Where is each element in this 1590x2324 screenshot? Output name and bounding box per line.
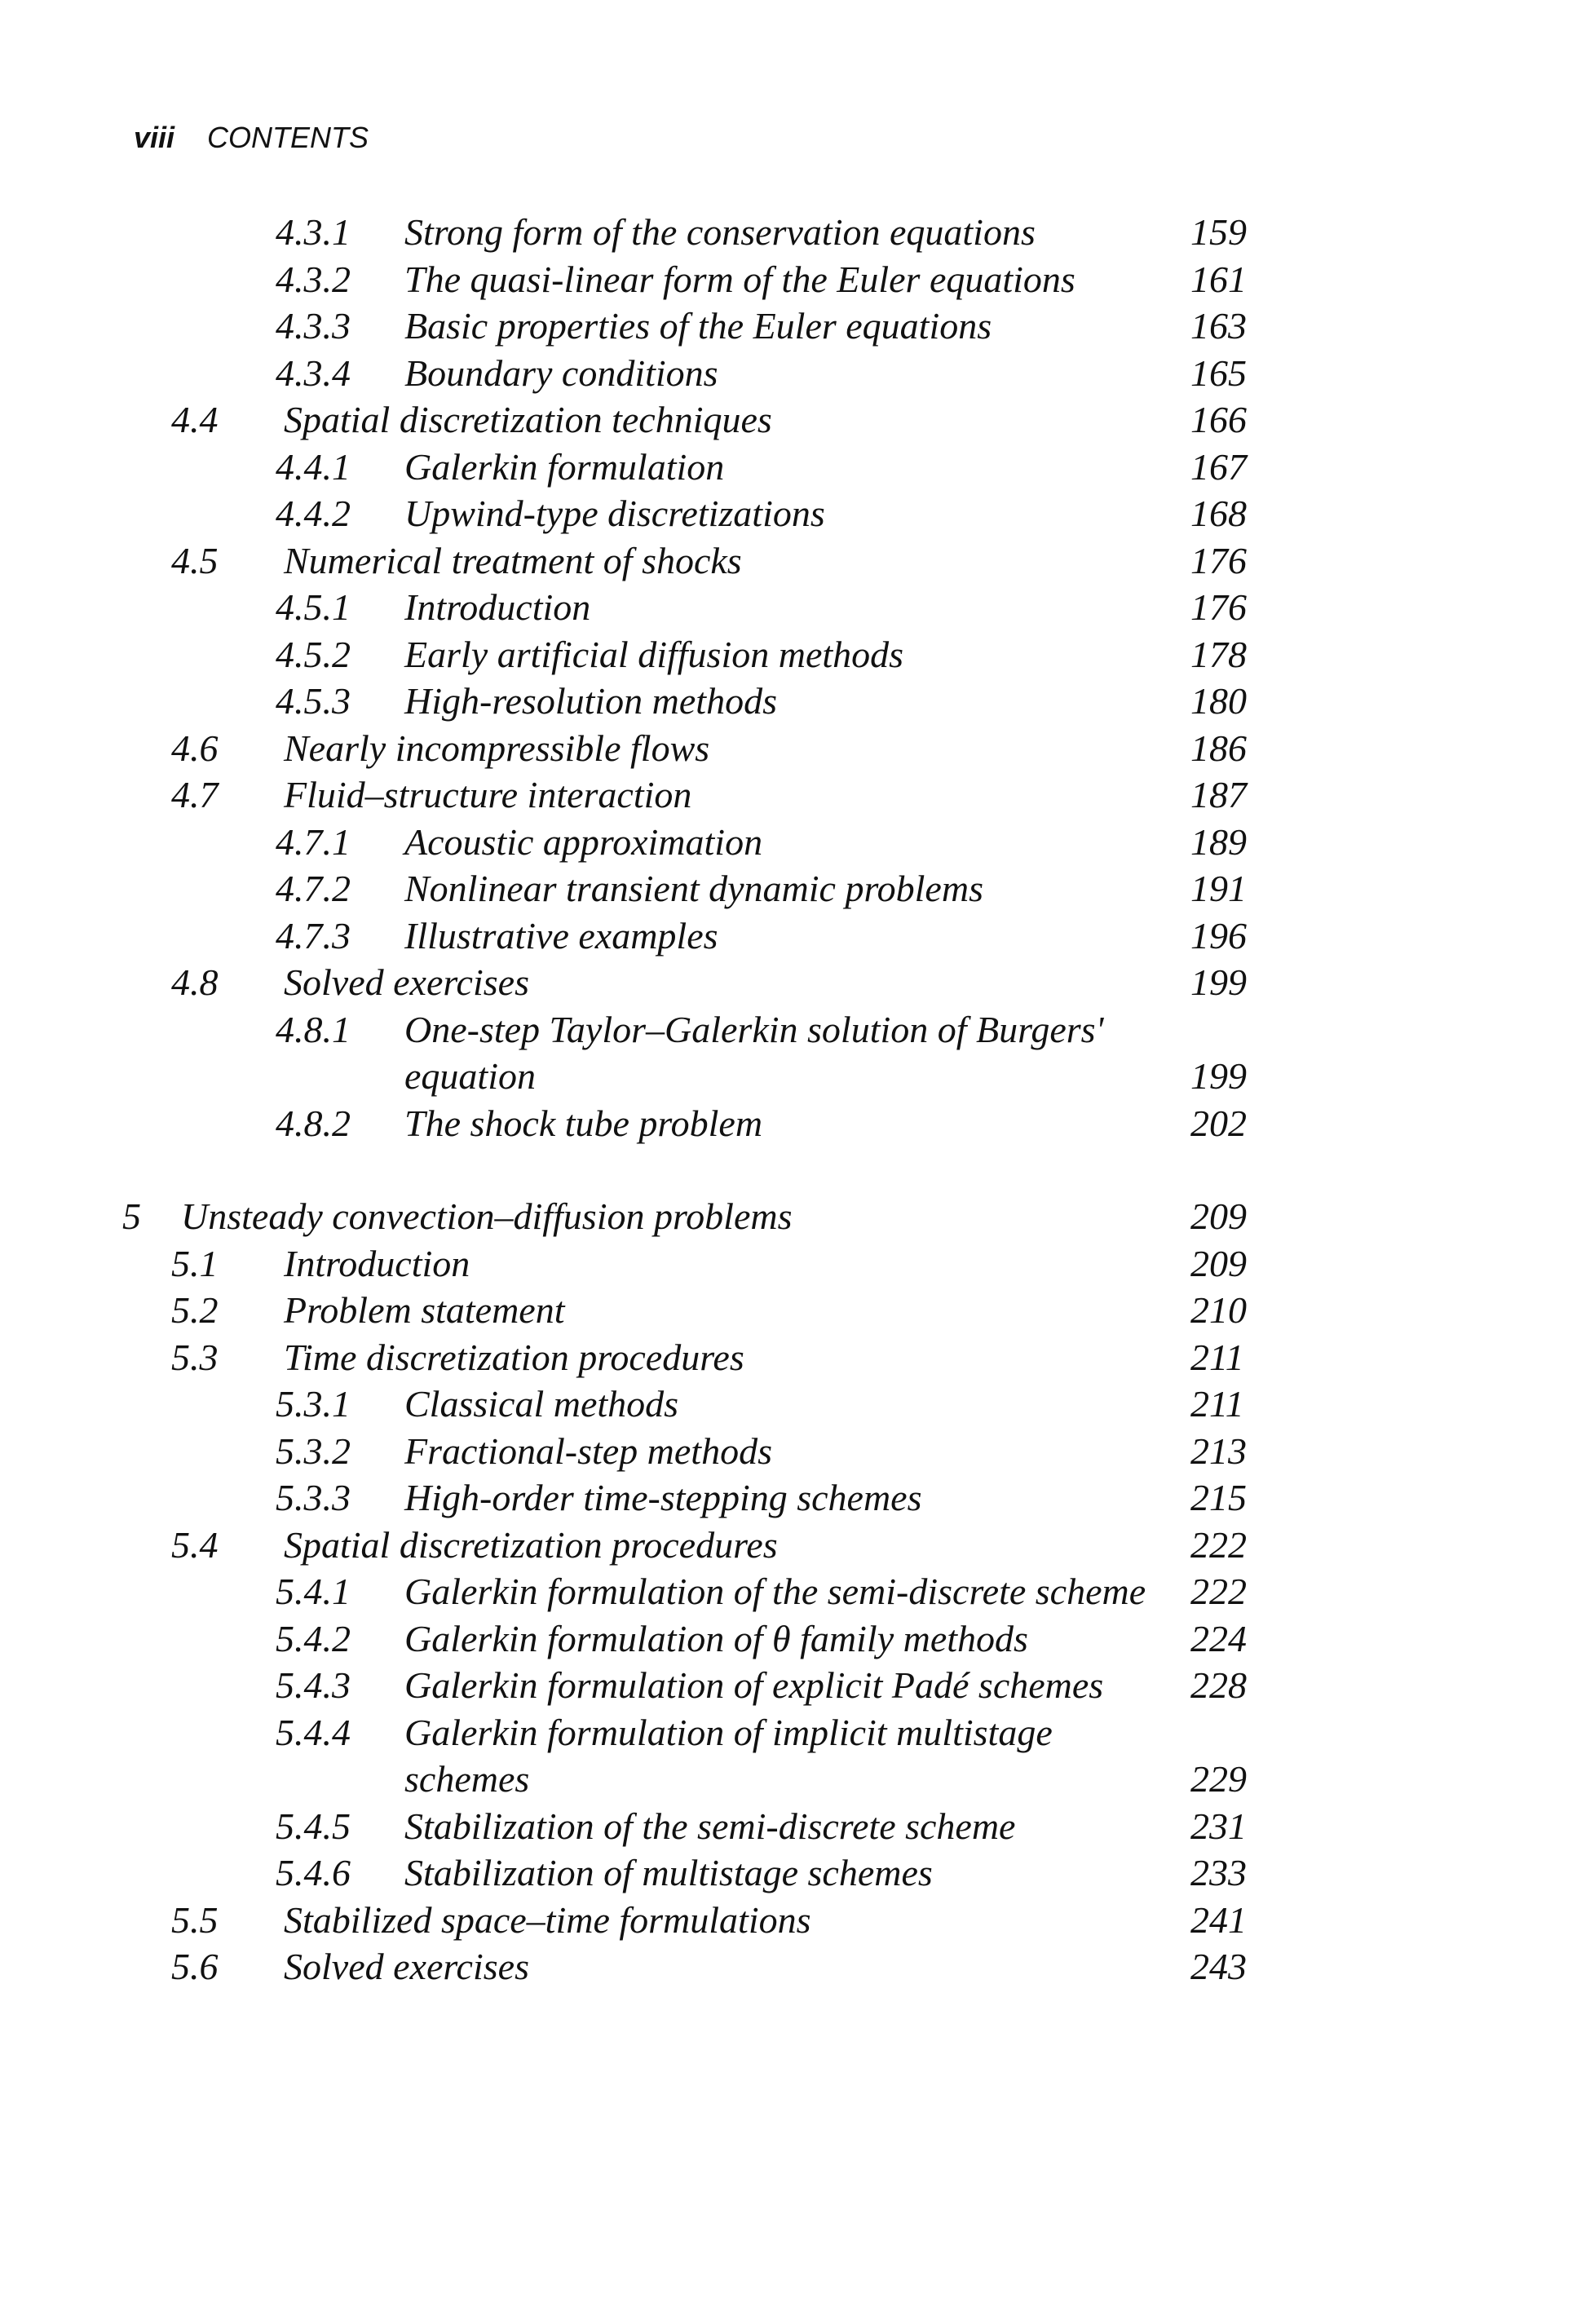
toc-subsection-entry[interactable] (0, 865, 1590, 912)
toc-entry-number: 4.7.2 (276, 868, 351, 909)
toc-section-entry[interactable] (0, 537, 1590, 585)
toc-subsection-entry[interactable] (0, 584, 1590, 631)
toc-entry-title: Galerkin formulation (404, 445, 725, 488)
toc-subsection-entry[interactable] (0, 1474, 1590, 1522)
toc-entry-title: Acoustic approximation (404, 820, 763, 863)
toc-entry-number: 4.5 (171, 539, 219, 581)
toc-subsection-entry[interactable] (0, 1709, 1590, 1803)
toc-entry-page: 209 (1190, 1195, 1247, 1237)
toc-entry-number: 5.4 (171, 1523, 219, 1566)
running-title: CONTENTS (207, 121, 369, 154)
toc-entry-page: 167 (1190, 445, 1247, 488)
toc-subsection-entry[interactable] (0, 631, 1590, 678)
toc-entry-page: 229 (1190, 1758, 1247, 1800)
toc-section-entry[interactable] (0, 771, 1590, 819)
toc-entry-title: The quasi-linear form of the Euler equations (404, 258, 1075, 300)
toc-entry-title: Illustrative examples (404, 914, 718, 957)
toc-section-entry[interactable] (0, 1522, 1590, 1569)
toc-entry-title: The shock tube problem (404, 1102, 763, 1144)
toc-subsection-entry[interactable] (0, 819, 1590, 866)
toc-entry-page: 176 (1190, 586, 1247, 628)
toc-entry-number: 4.3.3 (276, 305, 351, 347)
toc-entry-title: Galerkin formulation of implicit multistage schemes (404, 1711, 1053, 1800)
toc-subsection-entry[interactable] (0, 1662, 1590, 1709)
toc-entry-page: 165 (1190, 351, 1247, 394)
toc-chapter-entry[interactable] (0, 1193, 1590, 1240)
toc-entry-title: High-resolution methods (404, 680, 777, 722)
toc-entry-title: Stabilization of multistage schemes (404, 1852, 933, 1893)
toc-entry-number: 5.4.1 (276, 1571, 351, 1612)
toc-entry-page: 161 (1190, 258, 1247, 300)
toc-entry-number: 4.3.4 (276, 351, 351, 394)
toc-subsection-entry[interactable] (0, 444, 1590, 491)
toc-entry-number: 4.5.1 (276, 586, 351, 628)
toc-entry-number: 4.7.3 (276, 914, 351, 957)
toc-subsection-entry[interactable] (0, 1849, 1590, 1897)
toc-entry-page: 228 (1190, 1664, 1247, 1706)
toc-entry-title: Classical methods (404, 1383, 679, 1425)
toc-entry-page: 243 (1190, 1946, 1247, 1987)
toc-entry-number: 4.7 (171, 774, 219, 815)
toc-entry-page: 199 (1190, 961, 1247, 1003)
toc-subsection-entry[interactable] (0, 1381, 1590, 1428)
toc-entry-number: 5.6 (171, 1946, 219, 1987)
toc-entry-number: 5.5 (171, 1898, 219, 1941)
toc-entry-number: 5.2 (171, 1289, 219, 1331)
toc-entry-page: 166 (1190, 399, 1247, 440)
page-number: viii (134, 121, 175, 154)
toc-section-entry[interactable] (0, 725, 1590, 772)
toc-entry-number: 5.1 (171, 1242, 219, 1284)
toc-entry-number: 5.4.3 (276, 1664, 351, 1706)
toc-entry-page: 222 (1190, 1571, 1247, 1612)
toc-subsection-entry[interactable] (0, 1615, 1590, 1663)
toc-entry-number: 4.4.1 (276, 445, 351, 488)
toc-entry-number: 5.3.1 (276, 1383, 351, 1425)
toc-entry-page: 231 (1190, 1805, 1247, 1847)
toc-entry-number: 4.3.2 (276, 258, 351, 300)
toc-subsection-entry[interactable] (0, 1006, 1590, 1100)
toc-entry-number: 5.3 (171, 1336, 219, 1378)
toc-entry-page: 215 (1190, 1477, 1247, 1518)
toc-subsection-entry[interactable] (0, 209, 1590, 256)
toc-entry-page: 187 (1190, 774, 1247, 815)
toc-entry-title: High-order time-stepping schemes (404, 1477, 922, 1518)
toc-section-entry[interactable] (0, 1943, 1590, 1990)
toc-entry-page: 168 (1190, 493, 1247, 534)
toc-entry-number: 4.8 (171, 961, 219, 1003)
toc-entry-title: Early artificial diffusion methods (404, 633, 904, 675)
toc-entry-page: 213 (1190, 1429, 1247, 1472)
toc-entry-title: Stabilized space–time formulations (284, 1898, 811, 1941)
toc-entry-number: 4.5.3 (276, 680, 351, 722)
toc-entry-title: Problem statement (284, 1289, 565, 1331)
toc-subsection-entry[interactable] (0, 303, 1590, 350)
toc-entry-number: 4.5.2 (276, 633, 351, 675)
toc-entry-number: 5.3.2 (276, 1429, 351, 1472)
toc-entry-page: 211 (1190, 1383, 1244, 1425)
toc-entry-number: 4.8.2 (276, 1102, 351, 1144)
toc-entry-page: 209 (1190, 1242, 1247, 1284)
toc-subsection-entry[interactable] (0, 1428, 1590, 1475)
toc-entry-number: 4.4.2 (276, 493, 351, 534)
toc-entry-number: 5.4.2 (276, 1617, 351, 1659)
toc-section-entry[interactable] (0, 1287, 1590, 1334)
toc-section-entry[interactable] (0, 1334, 1590, 1381)
toc-entry-title: Upwind-type discretizations (404, 493, 825, 534)
toc-entry-title: Basic properties of the Euler equations (404, 305, 992, 347)
toc-entry-title: Spatial discretization techniques (284, 399, 772, 440)
toc-entry-page: 180 (1190, 680, 1247, 722)
toc-entry-title: One-step Taylor–Galerkin solution of Burgers' equation (404, 1008, 1104, 1097)
toc-entry-page: 222 (1190, 1523, 1247, 1566)
toc-subsection-entry[interactable] (0, 490, 1590, 537)
toc-entry-page: 233 (1190, 1852, 1247, 1893)
toc-entry-number: 4.3.1 (276, 211, 351, 253)
toc-section-entry[interactable] (0, 396, 1590, 444)
toc-entry-page: 163 (1190, 305, 1247, 347)
table-of-contents (0, 209, 1590, 1990)
toc-entry-number: 5.3.3 (276, 1477, 351, 1518)
toc-entry-title: Strong form of the conservation equations (404, 211, 1036, 253)
toc-entry-page: 196 (1190, 914, 1247, 957)
toc-entry-page: 199 (1190, 1055, 1247, 1097)
toc-entry-title: Numerical treatment of shocks (284, 539, 742, 581)
toc-entry-number: 4.4 (171, 399, 219, 440)
toc-entry-number: 5.4.5 (276, 1805, 351, 1847)
toc-entry-title: Galerkin formulation of the semi-discrete scheme (404, 1571, 1146, 1612)
toc-entry-page: 210 (1190, 1289, 1247, 1331)
toc-entry-page: 241 (1190, 1898, 1247, 1941)
toc-entry-number: 5.4.6 (276, 1852, 351, 1893)
toc-entry-title: Solved exercises (284, 961, 529, 1003)
toc-entry-title: Stabilization of the semi-discrete scheme (404, 1805, 1016, 1847)
toc-entry-number: 5 (122, 1195, 141, 1237)
toc-entry-page: 186 (1190, 727, 1247, 769)
toc-entry-title: Introduction (404, 586, 591, 628)
toc-entry-title: Fractional-step methods (404, 1429, 772, 1472)
toc-entry-page: 159 (1190, 211, 1247, 253)
toc-entry-number: 4.6 (171, 727, 219, 769)
toc-section-entry[interactable] (0, 1240, 1590, 1288)
toc-entry-number: 5.4.4 (276, 1711, 351, 1753)
toc-entry-page: 224 (1190, 1617, 1247, 1659)
toc-entry-title: Unsteady convection–diffusion problems (181, 1195, 793, 1237)
toc-entry-page: 202 (1190, 1102, 1247, 1144)
toc-entry-title: Introduction (284, 1242, 470, 1284)
toc-entry-page: 191 (1190, 868, 1247, 909)
toc-subsection-entry[interactable] (0, 1568, 1590, 1615)
toc-subsection-entry[interactable] (0, 256, 1590, 303)
toc-subsection-entry[interactable] (0, 678, 1590, 725)
running-head (134, 121, 369, 155)
toc-entry-title: Nearly incompressible flows (284, 727, 710, 769)
toc-entry-title: Galerkin formulation of explicit Padé schemes (404, 1664, 1104, 1706)
toc-entry-page: 211 (1190, 1336, 1244, 1378)
toc-subsection-entry[interactable] (0, 912, 1590, 960)
toc-entry-page: 189 (1190, 820, 1247, 863)
toc-entry-title: Galerkin formulation of θ family methods (404, 1617, 1028, 1659)
toc-entry-number: 4.8.1 (276, 1008, 351, 1050)
toc-entry-page: 178 (1190, 633, 1247, 675)
toc-entry-title: Spatial discretization procedures (284, 1523, 778, 1566)
toc-entry-title: Solved exercises (284, 1946, 529, 1987)
toc-subsection-entry[interactable] (0, 1100, 1590, 1147)
toc-section-entry[interactable] (0, 959, 1590, 1006)
toc-section-entry[interactable] (0, 1897, 1590, 1944)
toc-entry-title: Nonlinear transient dynamic problems (404, 868, 983, 909)
toc-entry-number: 4.7.1 (276, 820, 351, 863)
toc-entry-title: Time discretization procedures (284, 1336, 744, 1378)
toc-entry-page: 176 (1190, 539, 1247, 581)
toc-subsection-entry[interactable] (0, 350, 1590, 397)
toc-entry-title: Boundary conditions (404, 351, 718, 394)
toc-subsection-entry[interactable] (0, 1803, 1590, 1850)
toc-entry-title: Fluid–structure interaction (284, 774, 692, 815)
